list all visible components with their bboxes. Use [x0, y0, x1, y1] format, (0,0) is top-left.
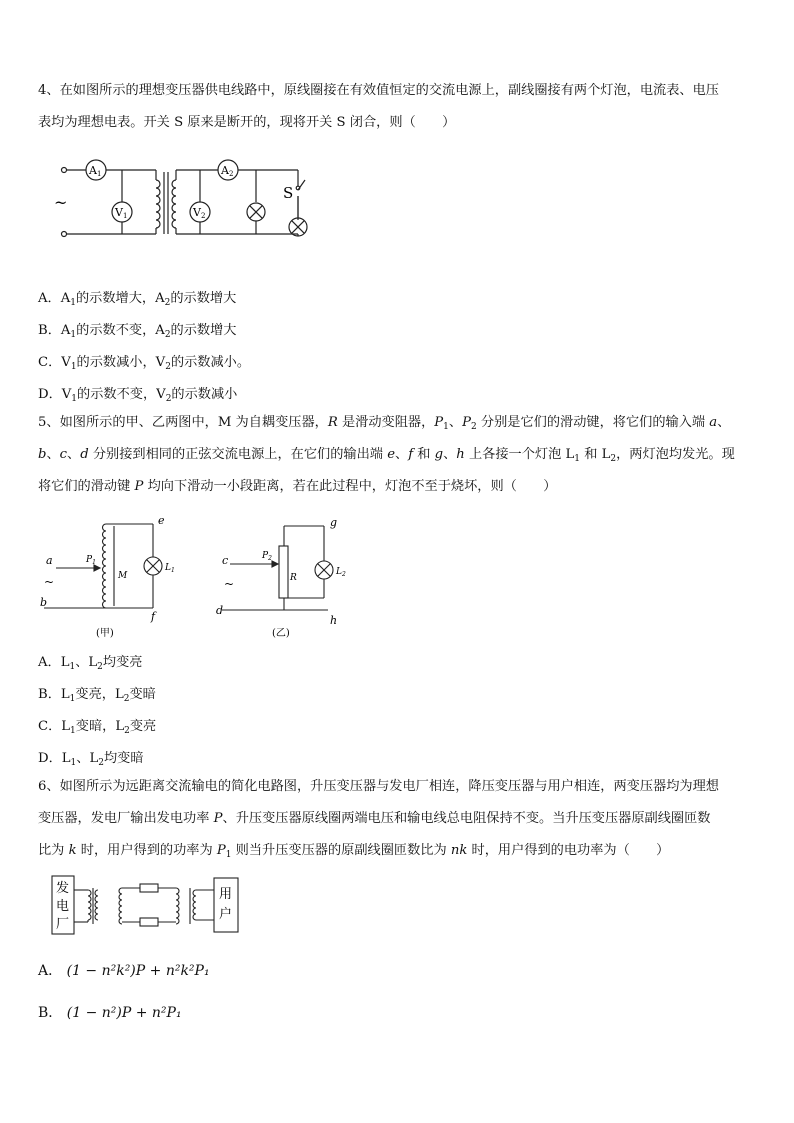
q5-option-a[interactable]: A．$L_1$、$L_2$均变亮 — [38, 655, 143, 672]
user-char-1: 用 — [219, 887, 233, 902]
terminal-d-label: d — [216, 604, 224, 617]
core-m-label: M — [118, 571, 128, 581]
ac-symbol-yi: ~ — [224, 577, 235, 591]
caption-yi: (乙) — [272, 628, 290, 639]
switch-s-label: S — [283, 184, 294, 202]
q6-stem-line3: 比为 k 时，用户得到的功率为 $P_1$ 则当升压变压器的原副线圈匝数比为 nk 时，用户得到的电功率为（ ） — [38, 843, 670, 860]
lamp-l2-label: L — [336, 567, 342, 577]
terminal-f-label: f — [151, 610, 156, 623]
q4-option-a[interactable]: A．$A_1$的示数增大，$A_2$的示数增大 — [38, 291, 237, 308]
q6-option-a[interactable]: A． (1 − n²k²)P + n²k²P₁ — [38, 963, 210, 979]
rheostat-r-label: R — [290, 573, 297, 583]
q5-stem-line3: 将它们的滑动键 P 均向下滑动一小段距离，若在此过程中，灯泡不至于烧坏，则（ ） — [38, 479, 557, 494]
svg-text:P1: $P_1$ — [86, 555, 96, 566]
svg-text:V1: V1 — [115, 206, 128, 220]
q5-option-c[interactable]: C．$L_1$变暗，$L_2$变亮 — [38, 719, 157, 736]
terminal-c-label: c — [222, 554, 229, 567]
q4-ac-source-symbol: ~ — [54, 193, 68, 212]
slider-p2-label: P — [262, 551, 269, 561]
svg-text:A2: A2 — [221, 164, 234, 178]
q5-stem-line1: 5、如图所示的甲、乙两图中，M 为自耦变压器，R 是滑动变阻器，$P_1$、$P_2$ 分别是它们的滑动键，将它们的输入端 a、 — [38, 415, 731, 432]
svg-text:L2: $L_2$ — [336, 567, 346, 578]
q4-stem-line1: 4、在如图所示的理想变压器供电线路中，原线圈接在有效值恒定的交流电源上，副线圈接有两个灯泡，电流表、电压 — [38, 83, 719, 98]
voltmeter-v1-label: V — [115, 206, 123, 219]
svg-text:P2: $P_2$ — [262, 551, 272, 562]
svg-text:A1: A1 — [89, 164, 102, 178]
terminal-e-label: e — [158, 514, 165, 527]
terminal-b-label: b — [40, 596, 48, 609]
caption-jia: (甲) — [96, 628, 114, 639]
q4-stem-line2: 表均为理想电表。开关 S 原来是断开的，现将开关 S 闭合，则（ ） — [38, 115, 456, 130]
q6-stem-line1: 6、如图所示为远距离交流输电的简化电路图，升压变压器与发电厂相连，降压变压器与用户相连，两变压器均为理想 — [38, 779, 719, 794]
q6-stem-line2: 变压器，发电厂输出发电功率 P、升压变压器原线圈两端电压和输电线总电阻保持不变。当升压变压器原副线圈匝数 — [38, 811, 711, 826]
q4-option-c[interactable]: C．$V_1$的示数减小，$V_2$的示数减小。 — [38, 355, 251, 372]
plant-char-3: 厂 — [56, 917, 70, 932]
terminal-g-label: g — [330, 516, 338, 529]
ammeter-a1-label: A — [89, 164, 97, 177]
lamp-l1-label: L — [165, 563, 171, 573]
q4-option-d[interactable]: D．$V_1$的示数不变，$V_2$的示数减小 — [38, 387, 238, 404]
q4-transformer-circuit-figure — [50, 150, 340, 260]
plant-char-1: 发 — [56, 881, 70, 896]
q6-option-b[interactable]: B． (1 − n²)P + n²P₁ — [38, 1005, 182, 1021]
q5-autotransformer-figure-jia — [38, 512, 198, 642]
slider-p1-label: P — [86, 555, 93, 565]
svg-text:L1: $L_1$ — [165, 563, 175, 574]
q6-transmission-figure — [50, 872, 250, 938]
q5-rheostat-figure-yi — [212, 512, 362, 642]
svg-text:V2: V2 — [193, 206, 206, 220]
q4-option-b[interactable]: B．$A_1$的示数不变，$A_2$的示数增大 — [38, 323, 237, 340]
q5-option-b[interactable]: B．$L_1$变亮，$L_2$变暗 — [38, 687, 156, 704]
q5-stem-line2: b、c、d 分别接到相同的正弦交流电源上，在它们的输出端 e、f 和 g、h 上各接一个灯泡 $L_1$ 和 $L_2$，两灯泡均发光。现 — [38, 447, 735, 464]
q5-option-d[interactable]: D．$L_1$、$L_2$均变暗 — [38, 751, 144, 768]
terminal-a-label: a — [46, 554, 53, 567]
ammeter-a2-label: A — [221, 164, 229, 177]
ac-symbol: ~ — [44, 575, 55, 589]
voltmeter-v2-label: V — [193, 206, 201, 219]
plant-char-2: 电 — [56, 899, 70, 914]
user-char-2: 户 — [219, 907, 233, 922]
terminal-h-label: h — [330, 614, 338, 627]
